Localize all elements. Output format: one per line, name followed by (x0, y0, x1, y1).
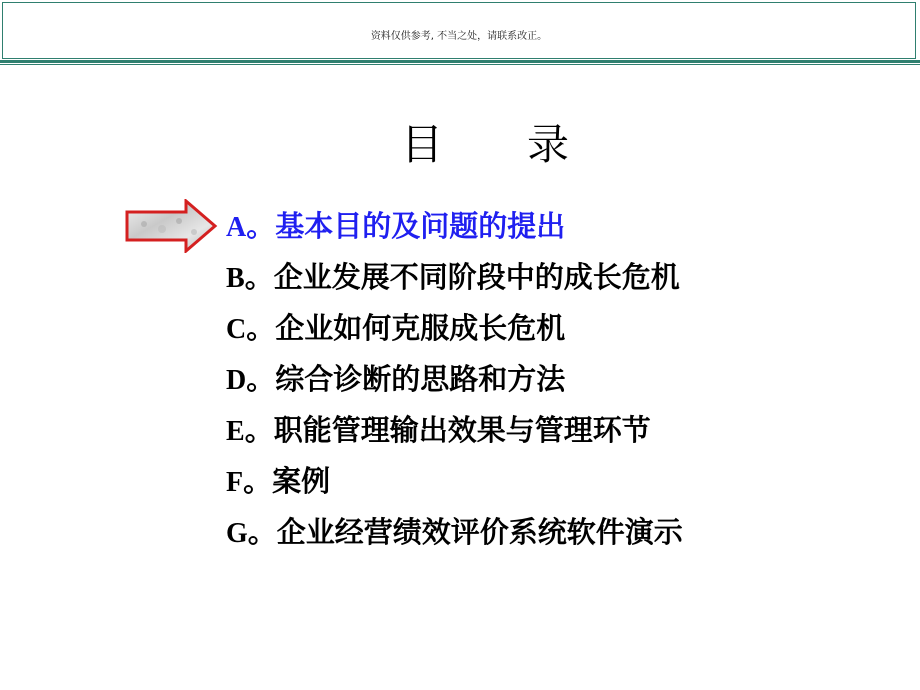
toc-item-c[interactable] (226, 306, 683, 357)
toc-letter: F (226, 467, 244, 498)
toc-item-g[interactable] (226, 510, 683, 561)
disclaimer-banner (2, 2, 916, 59)
toc-letter: B (226, 263, 245, 294)
toc-letter: C (226, 314, 247, 345)
toc-letter: D (226, 365, 247, 396)
toc-item-e[interactable] (226, 408, 683, 459)
toc-item-a[interactable] (226, 204, 683, 255)
toc-letter: E (226, 416, 245, 447)
toc-letter: A (226, 212, 247, 243)
toc-item-d[interactable] (226, 357, 683, 408)
toc-text: 。企业发展不同阶段中的成长危机 (244, 260, 680, 294)
toc-text: 。职能管理输出效果与管理环节 (244, 413, 651, 447)
right-arrow-icon (124, 199, 218, 253)
toc-letter: G (226, 518, 248, 549)
toc-text: 。企业经营绩效评价系统软件演示 (247, 515, 683, 549)
toc-item-f[interactable] (226, 459, 683, 510)
toc-text: 。企业如何克服成长危机 (246, 311, 566, 345)
toc-item-b[interactable] (226, 255, 683, 306)
table-of-contents (226, 204, 683, 561)
toc-text: 。综合诊断的思路和方法 (246, 362, 566, 396)
header-divider (0, 60, 920, 63)
disclaimer-text: 资料仅供参考, 不当之处，请联系改正。 (370, 31, 548, 42)
toc-text: 。基本目的及问题的提出 (246, 209, 566, 243)
slide-title: 目 录 (400, 120, 569, 169)
header-divider-thin (0, 64, 920, 65)
toc-text: 。案例 (243, 464, 331, 498)
